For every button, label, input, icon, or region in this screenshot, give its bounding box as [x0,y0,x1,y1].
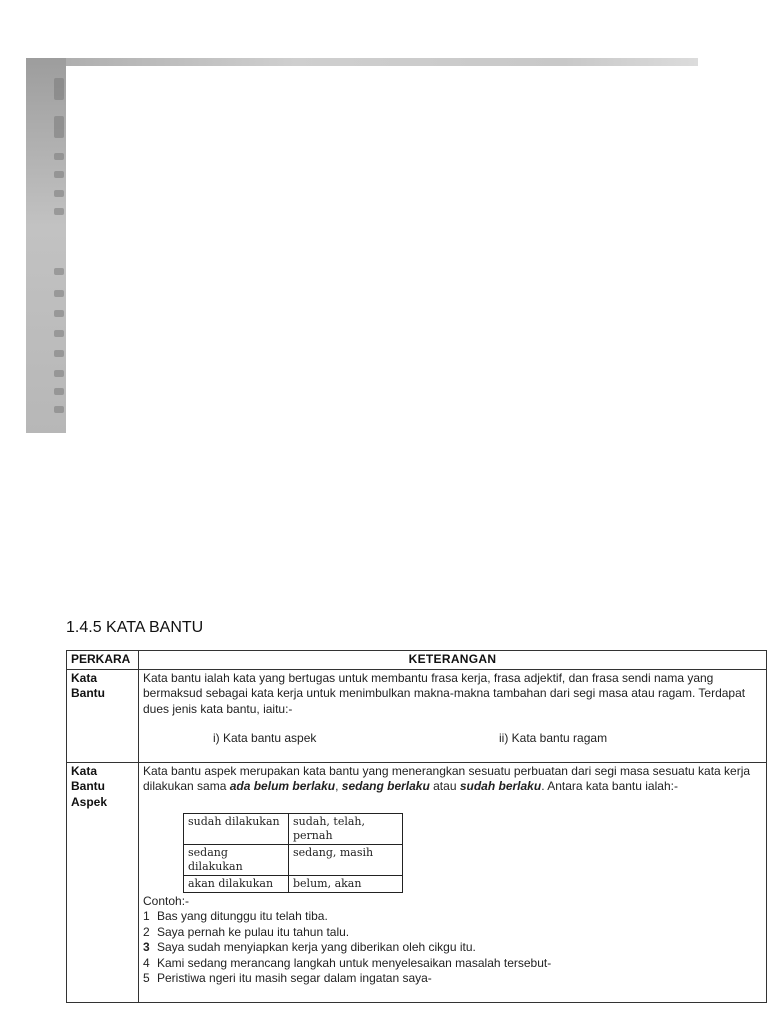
example-number: 3 [143,940,150,954]
inner-cell: belum, akan [289,875,403,892]
inner-row [184,875,403,892]
list-item [143,940,762,956]
aspek-text-a: Kata bantu aspek merupakan kata bantu yang menerangkan sesuatu perbuatan dari segi masa sesuatu kata kerja dilakukan sama [143,763,751,793]
row-description [139,762,767,1002]
type-ragam: ii) Kata bantu ragam [499,731,608,745]
aspek-sep: , [335,779,342,793]
row-label-kata-bantu: Kata Bantu [67,669,139,762]
contoh-label: Contoh:- [143,893,190,908]
example-text: Bas yang ditunggu itu telah tiba. [157,909,328,923]
row-label-kata-bantu-aspek: Kata Bantu Aspek [67,762,139,1002]
example-text: Kami sedang merancang langkah untuk menyelesaikan masalah tersebut- [157,955,552,970]
aspek-inner-table [183,813,403,893]
example-number: 1 [143,909,150,923]
emphasis-sedang-berlaku: sedang berlaku [341,779,430,793]
table-row [67,762,767,1002]
emphasis-belum-berlaku: ada belum berlaku [229,779,336,793]
inner-row [184,813,403,844]
inner-row [184,844,403,875]
header-perkara: PERKARA [67,651,139,670]
table-row [67,669,767,762]
inner-cell: akan dilakukan [184,875,289,892]
example-text: Peristiwa ngeri itu masih segar dalam ingatan saya- [157,971,432,985]
list-item [143,925,762,941]
example-number: 5 [143,971,150,985]
example-number: 4 [143,955,150,970]
table-header-row [67,651,767,670]
emphasis-sudah-berlaku: sudah berlaku [459,779,542,793]
example-text: Saya sudah menyiapkan kerja yang diberikan oleh cikgu itu. [157,940,476,954]
kata-bantu-types [143,731,762,747]
type-aspek: i) Kata bantu aspek [213,731,317,745]
example-text: Saya pernah ke pulau itu tahun talu. [157,924,350,939]
row-description [139,669,767,762]
inner-cell: sudah dilakukan [184,813,289,844]
header-keterangan: KETERANGAN [139,651,767,670]
scan-blank-page [66,66,698,433]
list-item [143,971,762,987]
aspek-sep: atau [429,779,460,793]
aspek-definition [143,764,762,795]
examples-list [143,909,762,987]
list-item [143,909,762,925]
inner-cell: sudah, telah, pernah [289,813,403,844]
kata-bantu-table [66,650,767,1003]
section-title: 1.4.5 KATA BANTU [66,619,204,636]
aspek-text-b: . Antara kata bantu ialah:- [541,779,678,793]
list-item [143,956,762,972]
scanned-photo [26,58,698,433]
inner-cell: sedang, masih [289,844,403,875]
kata-bantu-definition: Kata bantu ialah kata yang bertugas untuk membantu frasa kerja, frasa adjektif, dan frasa sendi nama yang bermaksud sebagai kata kerja untuk menimbulkan makna-makna tambahan dari segi masa atau ragam. Terdapat dues jenis kata bantu, iaitu:- [143,670,746,716]
inner-cell: sedang dilakukan [184,844,289,875]
example-number: 2 [143,924,150,939]
